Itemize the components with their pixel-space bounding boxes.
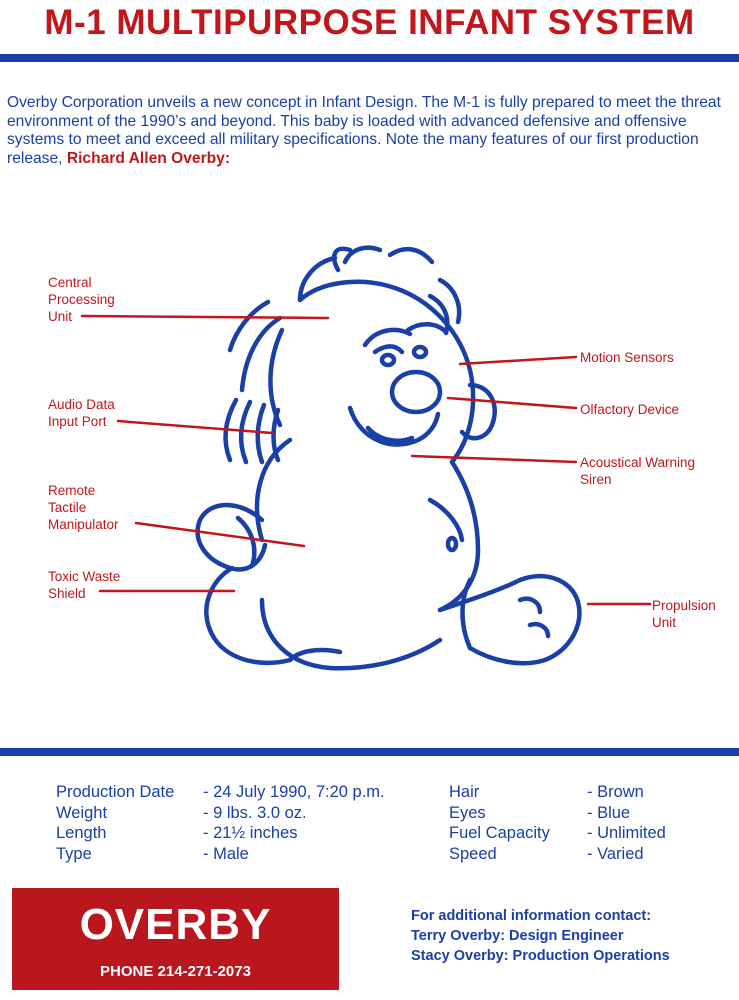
spec-value: - 21½ inches <box>203 824 298 842</box>
specs-left-values <box>203 782 385 864</box>
spec-name: Hair <box>449 783 480 801</box>
specs-right-names <box>449 782 550 864</box>
spec-name: Type <box>56 844 92 863</box>
contact-line: Terry Overby: Design Engineer <box>411 928 624 944</box>
spec-value: - Varied <box>587 844 644 863</box>
contact-line: For additional information contact: <box>411 908 652 924</box>
spec-value: - Blue <box>587 803 631 822</box>
label-toxic-shield: Toxic Waste Shield <box>48 569 121 601</box>
intro-highlight: Richard Allen Overby: <box>66 149 231 167</box>
brand-phone: PHONE 214-271-2073 <box>100 963 251 980</box>
brand-name: OVERBY <box>79 900 272 949</box>
spec-value: - 24 July 1990, 7:20 p.m. <box>203 783 385 801</box>
label-cpu: Central Processing Unit <box>48 275 115 324</box>
spec-value: - Brown <box>587 783 644 801</box>
spec-value: - Male <box>203 844 249 863</box>
page-title: M-1 MULTIPURPOSE INFANT SYSTEM <box>44 3 695 42</box>
brand-box <box>12 888 339 990</box>
spec-name: Length <box>56 824 107 842</box>
contact-block <box>411 906 670 966</box>
spec-name: Production Date <box>56 783 175 801</box>
specs-right-values <box>587 782 666 864</box>
spec-value: - Unlimited <box>587 824 666 842</box>
spec-value: - 9 lbs. 3.0 oz. <box>203 803 307 822</box>
label-audio-port: Audio Data Input Port <box>48 397 115 429</box>
spec-name: Weight <box>56 803 108 822</box>
label-tactile-manipulator: Remote Tactile Manipulator <box>48 483 119 532</box>
specs-left-names <box>56 782 174 864</box>
spec-name: Fuel Capacity <box>449 824 550 842</box>
intro-text: Overby Corporation unveils a new concept in Infant Design. The M-1 is fully prepared to meet the threat environment of the 1990’s and beyond. This baby is loaded with advanced defensive and offensive systems to meet and exceed all military specifications. Note the many features of our first production release, <box>7 94 721 167</box>
contact-line: Stacy Overby: Production Operations <box>411 948 670 964</box>
label-motion-sensors: Motion Sensors <box>580 350 674 365</box>
spec-name: Speed <box>449 844 497 863</box>
spec-name: Eyes <box>449 803 486 822</box>
bottom-rule <box>0 748 739 756</box>
label-propulsion-unit: Propulsion Unit <box>652 598 716 630</box>
label-warning-siren: Acoustical Warning Siren <box>580 455 696 487</box>
label-olfactory-device: Olfactory Device <box>580 402 680 417</box>
